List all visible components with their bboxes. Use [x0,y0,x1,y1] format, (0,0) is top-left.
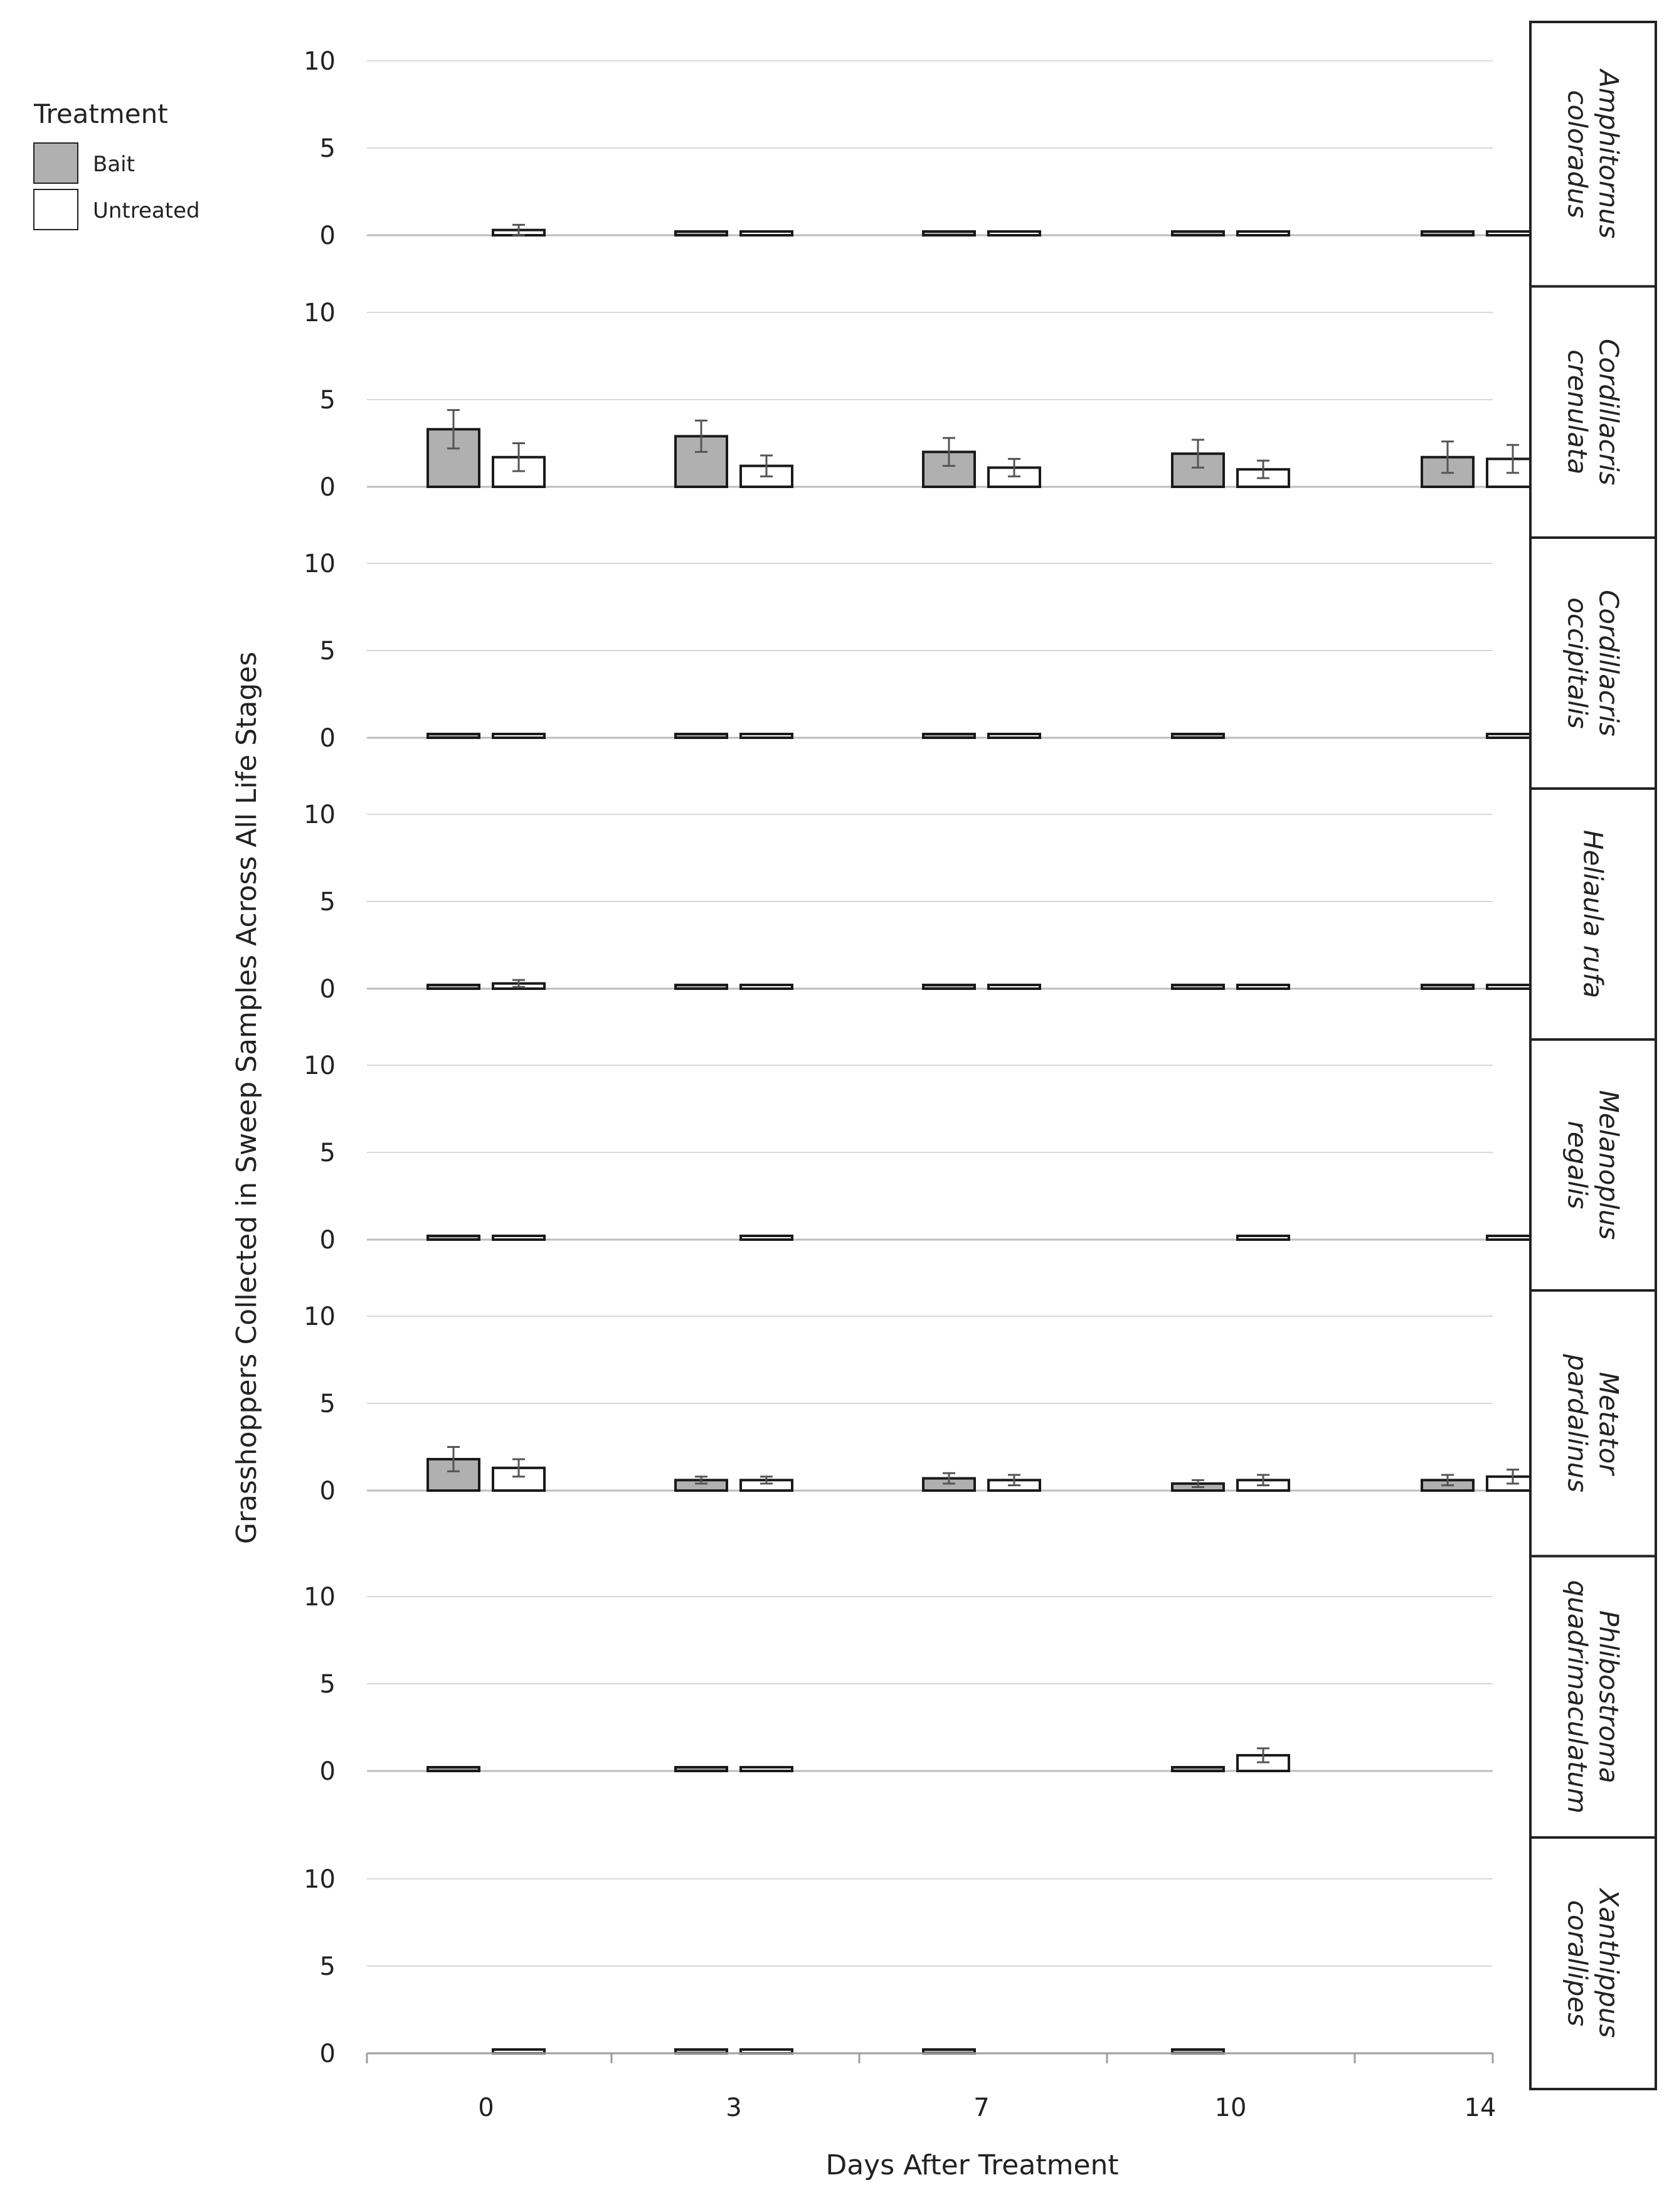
y-tick-label-1-0: 0 [319,473,336,502]
x-axis-title: Days After Treatment [825,2149,1119,2181]
facet-label-4-1: regalis [1562,1120,1593,1210]
y-tick-label-7-2: 10 [304,1865,336,1894]
bar-0-1-1 [741,231,792,235]
bar-4-1-3 [1237,1236,1289,1240]
panel-5 [304,1290,1656,1556]
bar-0-1-2 [988,231,1040,235]
y-tick-label-1-2: 10 [304,299,336,327]
bar-6-0-1 [675,1767,727,1771]
bar-0-0-4 [1422,231,1473,235]
bar-3-1-2 [988,985,1040,989]
facet-label-0-1: coloradus [1562,90,1593,218]
bar-0-0-2 [923,231,975,235]
x-tick-label-0: 0 [478,2093,494,2122]
x-tick-label-1: 3 [726,2093,742,2122]
bar-2-1-2 [988,734,1040,738]
y-tick-label-0-0: 0 [319,221,336,250]
y-tick-label-6-1: 5 [319,1670,336,1699]
bar-4-1-1 [741,1236,792,1240]
y-tick-label-4-1: 5 [319,1139,336,1167]
legend-label-bait: Bait [93,152,135,177]
y-tick-label-0-2: 10 [304,47,336,76]
panel-0 [304,22,1656,287]
facet-label-7-1: corallipes [1562,1900,1593,2027]
bar-2-0-0 [428,734,479,738]
facet-label-6-1: quadrimaculatum [1562,1580,1593,1814]
panel-6 [304,1556,1656,1838]
bar-0-1-3 [1237,231,1289,235]
y-tick-label-4-0: 0 [319,1226,336,1255]
y-tick-label-1-1: 5 [319,386,336,415]
facet-label-2-1: occipitalis [1562,597,1593,729]
facet-label-5-0: Metator [1593,1371,1624,1475]
facet-label-1-0: Cordillacris [1593,338,1624,486]
legend-swatch-untreated [34,189,78,230]
bar-2-0-3 [1172,734,1224,738]
bar-0-0-1 [675,231,727,235]
y-tick-label-6-0: 0 [319,1757,336,1786]
facet-label-0-0: Amphitornus [1593,70,1624,239]
facet-label-4-0: Melanoplus [1593,1090,1624,1240]
y-tick-label-7-0: 0 [319,2039,336,2068]
bar-4-0-0 [428,1236,479,1240]
bar-3-0-2 [923,985,975,989]
facet-label-6-0: Phlibostroma [1593,1610,1624,1784]
panels-layer [304,22,1656,2089]
panel-1 [304,287,1656,538]
facet-label-5-1: pardalinus [1562,1354,1593,1493]
y-tick-label-3-0: 0 [319,975,336,1004]
bar-2-0-1 [675,734,727,738]
y-tick-label-3-2: 10 [304,800,336,829]
x-tick-label-2: 7 [973,2093,990,2122]
panel-4 [304,1040,1656,1290]
bar-3-0-0 [428,985,479,989]
y-tick-label-5-0: 0 [319,1477,336,1506]
y-tick-label-2-1: 5 [319,637,336,666]
bar-3-0-1 [675,985,727,989]
y-tick-label-2-2: 10 [304,550,336,578]
bar-6-0-0 [428,1767,479,1771]
bar-3-0-3 [1172,985,1224,989]
y-tick-label-6-2: 10 [304,1583,336,1612]
bar-2-1-0 [493,734,544,738]
facet-label-1-1: crenulata [1562,349,1593,475]
x-tick-label-3: 10 [1214,2093,1247,2122]
bar-3-1-1 [741,985,792,989]
bar-3-1-3 [1237,985,1289,989]
legend [33,98,200,230]
bar-4-1-0 [493,1236,544,1240]
bar-6-0-3 [1172,1767,1224,1771]
y-tick-label-4-2: 10 [304,1051,336,1080]
y-axis-title: Grasshoppers Collected in Sweep Samples Across All Life Stages [231,651,263,1545]
bar-2-0-2 [923,734,975,738]
panel-3 [304,789,1656,1040]
y-tick-label-2-0: 0 [319,724,336,753]
bar-0-0-3 [1172,231,1224,235]
y-tick-label-3-1: 5 [319,888,336,917]
legend-swatch-bait [34,143,78,183]
y-tick-label-7-1: 5 [319,1952,336,1981]
y-tick-label-5-2: 10 [304,1302,336,1331]
bar-3-0-4 [1422,985,1473,989]
x-tick-label-4: 14 [1464,2093,1497,2122]
y-tick-label-0-1: 5 [319,134,336,163]
y-tick-label-5-1: 5 [319,1390,336,1418]
facet-label-3-0: Heliaula rufa [1577,829,1609,999]
panel-2 [304,538,1656,789]
panel-7 [304,1837,1656,2089]
facet-label-2-0: Cordillacris [1593,590,1624,736]
legend-label-untreated: Untreated [93,198,200,223]
bar-6-1-1 [741,1767,792,1771]
bar-2-1-1 [741,734,792,738]
facet-label-7-0: Xanthippus [1593,1888,1624,2038]
x-axis [367,2053,1496,2122]
legend-title: Treatment [34,98,168,129]
